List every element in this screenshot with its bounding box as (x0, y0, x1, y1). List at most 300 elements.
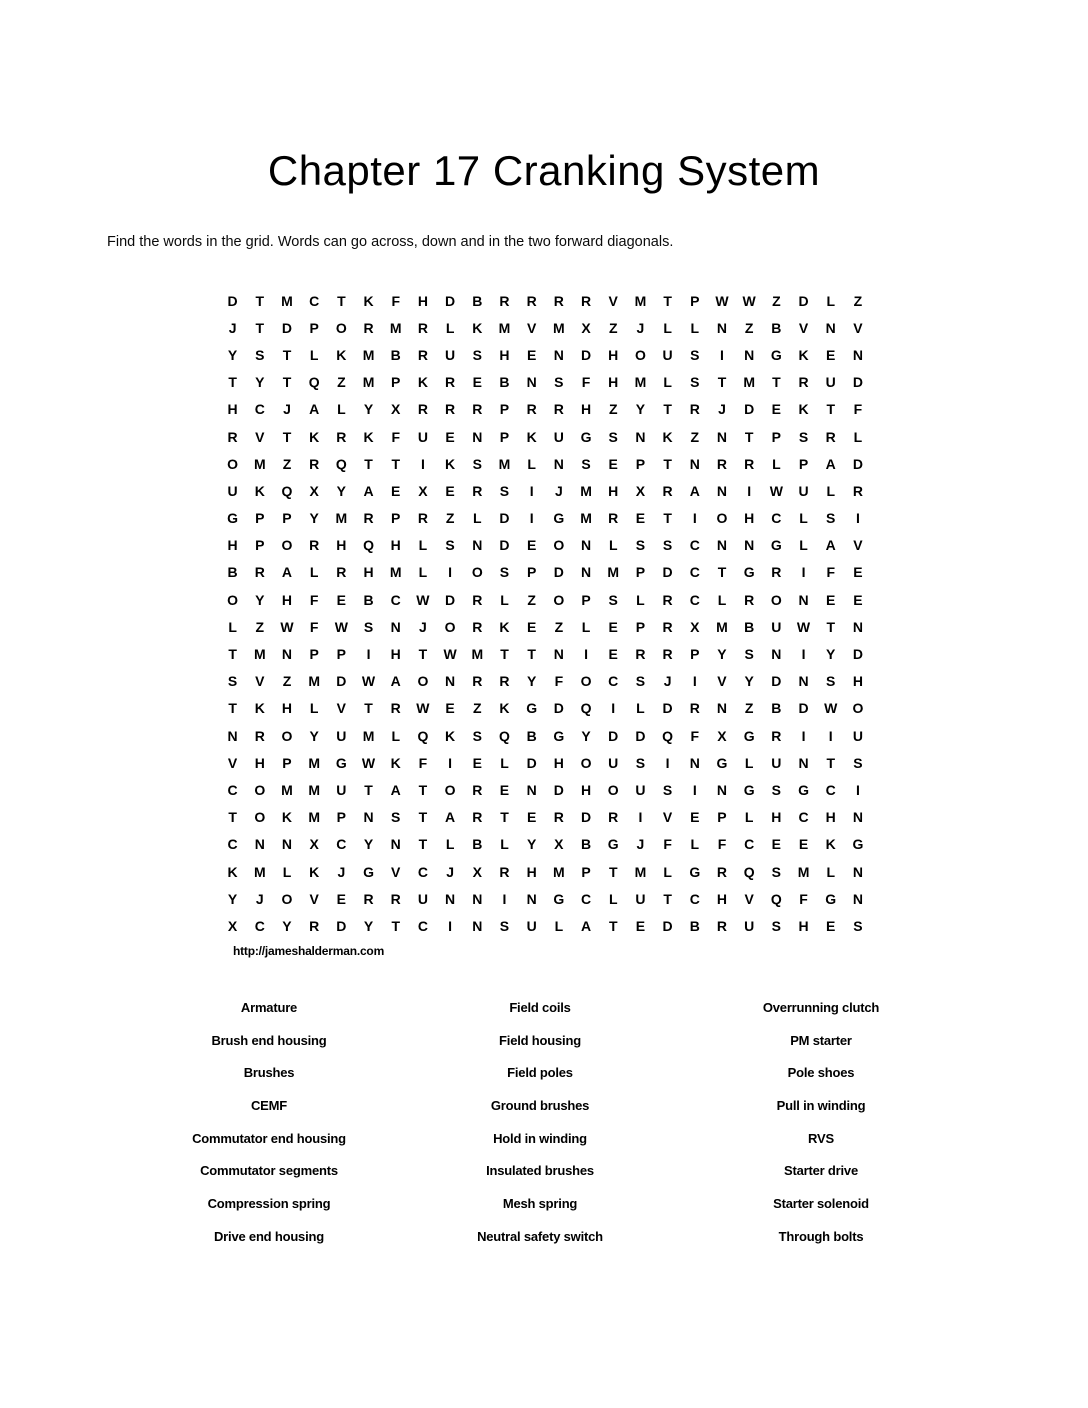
word-list-item: Field coils (509, 1000, 571, 1015)
grid-cell: N (744, 537, 755, 554)
grid-cell: H (363, 564, 374, 581)
grid-cell: T (744, 428, 754, 445)
grid-cell: U (227, 482, 238, 499)
grid-cell: R (309, 455, 320, 472)
grid-cell: J (255, 890, 264, 907)
grid-cell: E (608, 618, 618, 635)
grid-cell: O (335, 319, 347, 336)
grid-cell: O (227, 591, 239, 608)
grid-cell: N (852, 809, 863, 826)
grid-cell: R (472, 673, 483, 690)
grid-cell: F (690, 727, 700, 744)
grid-cell: P (391, 374, 401, 391)
grid-cell: S (554, 374, 564, 391)
grid-cell: Q (363, 537, 374, 554)
grid-cell: H (227, 401, 238, 418)
grid-cell: L (554, 917, 564, 934)
grid-cell: P (336, 809, 347, 826)
grid-cell: I (611, 700, 616, 717)
grid-cell: S (472, 727, 482, 744)
grid-cell: F (799, 890, 808, 907)
grid-cell: O (553, 591, 565, 608)
grid-cell: L (744, 754, 754, 771)
grid-cell: N (716, 537, 728, 554)
grid-cell: R (580, 292, 592, 309)
grid-cell: R (336, 564, 347, 581)
grid-cell: X (581, 319, 591, 336)
grid-cell: C (825, 781, 836, 798)
grid-cell: N (852, 890, 863, 907)
grid-cell: B (771, 700, 782, 717)
grid-cell: N (553, 346, 564, 363)
grid-cell: Y (744, 673, 754, 690)
grid-cell: S (771, 917, 782, 934)
grid-cell: Y (282, 917, 292, 934)
grid-cell: I (747, 482, 752, 499)
grid-cell: K (499, 618, 510, 635)
grid-cell: D (798, 292, 809, 309)
grid-cell: R (662, 591, 673, 608)
grid-cell: G (607, 836, 619, 853)
grid-cell: M (362, 374, 375, 391)
grid-cell: O (634, 346, 646, 363)
grid-cell: J (663, 673, 672, 690)
grid-cell: E (853, 564, 863, 581)
grid-cell: W (769, 482, 783, 499)
grid-cell: Y (309, 510, 319, 527)
grid-cell: H (526, 863, 537, 880)
grid-cell: C (417, 863, 428, 880)
grid-cell: T (608, 863, 618, 880)
word-list-item: Through bolts (778, 1228, 864, 1244)
grid-cell: K (281, 809, 293, 826)
grid-cell: R (716, 917, 728, 934)
grid-cell: R (472, 482, 483, 499)
grid-cell: G (852, 836, 864, 853)
grid-cell: R (662, 646, 673, 663)
grid-cell: C (254, 917, 265, 934)
grid-cell: U (445, 346, 456, 363)
grid-cell: C (798, 809, 809, 826)
grid-cell: G (770, 537, 782, 554)
grid-cell: A (445, 809, 456, 826)
grid-cell: M (389, 564, 402, 581)
grid-cell: S (472, 455, 482, 472)
grid-cell: N (580, 537, 592, 554)
grid-cell: M (471, 646, 484, 663)
grid-cell: D (662, 917, 673, 934)
grid-cell: E (853, 591, 863, 608)
grid-cell: R (417, 346, 428, 363)
grid-cell: N (526, 781, 537, 798)
grid-cell: Z (445, 510, 455, 527)
grid-cell: O (444, 618, 456, 635)
word-list-item: Ground brushes (490, 1098, 590, 1114)
grid-cell: P (255, 537, 265, 554)
grid-cell: P (499, 401, 510, 418)
grid-cell: B (771, 319, 782, 336)
grid-cell: Q (662, 727, 674, 744)
grid-cell: N (852, 863, 863, 880)
grid-cell: T (826, 401, 835, 418)
grid-cell: C (390, 591, 401, 608)
grid-cell: F (418, 754, 428, 771)
grid-cell: M (308, 781, 320, 798)
grid-cell: B (744, 618, 755, 635)
grid-cell: E (391, 482, 401, 499)
grid-cell: N (825, 319, 836, 336)
grid-cell: T (364, 781, 373, 798)
grid-cell: U (336, 727, 347, 744)
grid-cell: W (742, 292, 756, 309)
grid-cell: B (580, 836, 592, 853)
grid-cell: I (366, 646, 371, 663)
grid-cell: L (581, 618, 591, 635)
grid-cell: L (527, 455, 536, 472)
grid-cell: N (553, 455, 564, 472)
grid-cell: T (500, 646, 509, 663)
grid-cell: S (798, 428, 809, 445)
grid-cell: R (445, 374, 456, 391)
grid-cell: I (801, 727, 806, 744)
grid-cell: C (417, 917, 428, 934)
grid-cell: J (228, 319, 237, 336)
grid-cell: T (717, 564, 727, 581)
grid-cell: E (635, 510, 646, 527)
grid-cell: D (336, 917, 347, 934)
grid-cell: Z (282, 673, 292, 690)
grid-cell: R (744, 455, 755, 472)
grid-cell: N (798, 673, 809, 690)
grid-cell: L (337, 401, 346, 418)
grid-cell: K (227, 863, 238, 880)
grid-cell: T (228, 700, 237, 717)
grid-cell: P (798, 455, 809, 472)
grid-cell: T (391, 917, 400, 934)
grid-cell: C (689, 537, 700, 554)
grid-cell: I (529, 510, 534, 527)
grid-cell: S (445, 537, 455, 554)
grid-cell: H (281, 700, 293, 717)
grid-cell: T (663, 510, 672, 527)
instructions: Find the words in the grid. Words can go across, down and in the two forward diagonals. (107, 234, 674, 250)
grid-cell: P (282, 754, 292, 771)
grid-cell: H (716, 890, 728, 907)
grid-cell: R (553, 809, 564, 826)
grid-cell: A (825, 455, 836, 472)
grid-cell: L (663, 863, 672, 880)
word-list-item: Compression spring (207, 1196, 331, 1212)
source-url: http://jameshalderman.com (233, 944, 385, 958)
word-list-item: Starter drive (784, 1163, 858, 1179)
grid-cell: I (692, 781, 697, 798)
grid-cell: N (771, 646, 782, 663)
grid-cell: I (692, 510, 697, 527)
grid-cell: M (362, 346, 375, 363)
grid-cell: R (363, 510, 374, 527)
grid-cell: O (553, 537, 565, 554)
grid-cell: H (254, 754, 265, 771)
grid-cell: X (309, 482, 319, 499)
grid-cell: R (526, 401, 537, 418)
grid-cell: K (445, 727, 456, 744)
grid-cell: M (553, 863, 565, 880)
grid-cell: W (824, 700, 838, 717)
grid-cell: S (826, 673, 836, 690)
grid-cell: O (254, 809, 266, 826)
grid-cell: N (445, 890, 456, 907)
grid-cell: E (690, 809, 700, 826)
grid-cell: R (363, 890, 374, 907)
word-list-item: Starter solenoid (773, 1196, 869, 1212)
grid-cell: D (553, 564, 564, 581)
grid-cell: Y (526, 836, 537, 853)
word-list-item: Commutator segments (200, 1163, 338, 1179)
grid-cell: R (309, 917, 320, 934)
grid-cell: W (280, 618, 294, 635)
grid-cell: M (308, 809, 320, 826)
grid-cell: P (635, 618, 646, 635)
grid-cell: Z (527, 591, 536, 608)
grid-cell: I (855, 781, 860, 798)
grid-cell: P (581, 863, 591, 880)
grid-cell: I (448, 564, 453, 581)
grid-cell: K (309, 863, 320, 880)
grid-cell: T (391, 455, 400, 472)
word-list-item: Mesh spring (502, 1196, 578, 1212)
grid-cell: S (662, 537, 673, 554)
grid-cell: L (690, 319, 700, 336)
grid-cell: T (337, 292, 346, 309)
grid-cell: U (526, 917, 537, 934)
grid-cell: F (663, 836, 672, 853)
grid-cell: C (336, 836, 347, 853)
grid-cell: L (799, 537, 808, 554)
grid-cell: I (529, 482, 534, 499)
word-list-item: Brush end housing (211, 1032, 327, 1048)
grid-cell: R (499, 673, 510, 690)
grid-cell: O (471, 564, 483, 581)
grid-cell: A (363, 482, 374, 499)
grid-cell: C (771, 510, 782, 527)
grid-cell: B (526, 727, 537, 744)
grid-cell: D (499, 537, 510, 554)
grid-cell: D (281, 319, 293, 336)
grid-cell: L (309, 346, 319, 363)
grid-cell: M (253, 646, 266, 663)
grid-cell: R (254, 727, 265, 744)
grid-cell: O (716, 510, 728, 527)
grid-cell: C (689, 591, 700, 608)
grid-cell: I (801, 646, 806, 663)
grid-cell: E (336, 591, 347, 608)
grid-cell: M (634, 292, 647, 309)
word-list (0, 992, 1088, 1262)
grid-cell: D (227, 292, 238, 309)
grid-cell: J (636, 319, 645, 336)
grid-cell: E (526, 809, 537, 826)
grid-cell: L (799, 510, 808, 527)
grid-cell: T (228, 374, 237, 391)
grid-cell: C (689, 564, 700, 581)
grid-cell: R (472, 401, 483, 418)
grid-cell: N (472, 917, 483, 934)
grid-cell: D (336, 673, 347, 690)
grid-cell: H (580, 781, 592, 798)
grid-cell: E (771, 401, 782, 418)
grid-cell: K (363, 428, 374, 445)
grid-cell: H (553, 754, 564, 771)
grid-cell: D (744, 401, 755, 418)
grid-cell: G (553, 510, 565, 527)
grid-cell: H (281, 591, 293, 608)
grid-cell: N (689, 754, 700, 771)
grid-cell: X (227, 917, 238, 934)
grid-cell: L (418, 537, 428, 554)
grid-cell: N (472, 428, 483, 445)
grid-cell: T (282, 346, 292, 363)
grid-cell: W (416, 591, 430, 608)
grid-cell: M (716, 618, 728, 635)
grid-cell: R (254, 564, 265, 581)
grid-cell: R (363, 319, 374, 336)
grid-cell: N (526, 374, 537, 391)
grid-cell: V (608, 292, 618, 309)
grid-cell: V (309, 890, 319, 907)
word-list-item: Armature (240, 1000, 298, 1015)
grid-cell: R (526, 292, 537, 309)
grid-cell: R (499, 863, 510, 880)
word-list-item: Overrunning clutch (762, 1000, 880, 1015)
grid-cell: N (445, 673, 456, 690)
grid-cell: E (826, 917, 836, 934)
grid-cell: F (391, 292, 400, 309)
grid-cell: P (771, 428, 782, 445)
grid-cell: Q (308, 374, 320, 391)
grid-cell: H (417, 292, 428, 309)
grid-cell: R (662, 482, 673, 499)
grid-cell: N (472, 537, 483, 554)
word-search-grid (219, 287, 872, 940)
grid-cell: R (390, 890, 401, 907)
grid-cell: L (500, 591, 509, 608)
grid-cell: Y (717, 646, 727, 663)
grid-cell: R (472, 809, 483, 826)
grid-cell: D (580, 346, 592, 363)
grid-cell: T (418, 781, 428, 798)
grid-cell: K (254, 482, 265, 499)
grid-cell: Y (336, 482, 347, 499)
grid-cell: H (499, 346, 510, 363)
grid-cell: R (744, 591, 755, 608)
grid-cell: R (771, 564, 782, 581)
grid-cell: J (446, 863, 454, 880)
word-column (671, 992, 971, 1254)
grid-cell: B (499, 374, 510, 391)
grid-cell: W (443, 646, 457, 663)
grid-cell: M (743, 374, 755, 391)
grid-cell: S (853, 917, 863, 934)
grid-cell: D (635, 727, 646, 744)
grid-cell: N (716, 482, 728, 499)
grid-cell: T (663, 292, 672, 309)
word-list-item: Commutator end housing (192, 1130, 346, 1146)
grid-cell: O (281, 727, 293, 744)
grid-cell: R (309, 537, 320, 554)
grid-cell: H (608, 346, 619, 363)
grid-cell: S (690, 346, 700, 363)
grid-cell: G (553, 727, 565, 744)
grid-cell: U (771, 618, 782, 635)
grid-cell: C (227, 836, 238, 853)
grid-cell: M (797, 863, 810, 880)
grid-cell: N (390, 618, 401, 635)
grid-cell: Y (363, 836, 374, 853)
grid-cell: R (662, 618, 673, 635)
grid-cell: A (825, 537, 836, 554)
grid-cell: A (689, 482, 700, 499)
grid-cell: N (281, 836, 293, 853)
grid-cell: S (635, 537, 646, 554)
grid-cell: G (825, 890, 837, 907)
grid-cell: N (716, 319, 728, 336)
grid-cell: L (445, 319, 455, 336)
grid-cell: Q (499, 727, 510, 744)
grid-cell: D (662, 564, 673, 581)
grid-cell: L (772, 455, 781, 472)
grid-cell: V (853, 537, 863, 554)
grid-cell: V (391, 863, 401, 880)
grid-cell: O (281, 890, 293, 907)
word-list-item: CEMF (250, 1098, 288, 1114)
grid-cell: S (690, 374, 700, 391)
grid-cell: V (336, 700, 347, 717)
word-list-item: Field poles (507, 1065, 573, 1081)
grid-cell: D (798, 700, 809, 717)
grid-cell: L (826, 292, 835, 309)
grid-cell: D (852, 374, 863, 391)
grid-cell: F (717, 836, 727, 853)
grid-cell: K (363, 292, 374, 309)
page-title: Chapter 17 Cranking System (267, 147, 821, 194)
grid-cell: I (420, 455, 425, 472)
grid-cell: T (364, 455, 373, 472)
grid-cell: P (499, 428, 510, 445)
grid-cell: V (853, 319, 863, 336)
grid-cell: E (472, 754, 482, 771)
grid-cell: K (526, 428, 537, 445)
grid-cell: F (309, 591, 319, 608)
grid-cell: S (581, 455, 591, 472)
grid-cell: O (444, 781, 456, 798)
word-column (390, 992, 690, 1254)
grid-cell: I (448, 917, 453, 934)
grid-cell: Y (255, 374, 265, 391)
grid-cell: Z (690, 428, 700, 445)
grid-cell: D (771, 673, 782, 690)
grid-cell: C (227, 781, 238, 798)
grid-cell: G (743, 781, 755, 798)
grid-cell: R (472, 781, 483, 798)
grid-cell: S (499, 482, 510, 499)
grid-cell: S (608, 428, 618, 445)
grid-cell: O (580, 754, 592, 771)
grid-cell: S (499, 564, 510, 581)
grid-cell: X (554, 836, 564, 853)
grid-cell: C (580, 890, 592, 907)
grid-cell: L (608, 537, 618, 554)
grid-cell: S (255, 346, 265, 363)
